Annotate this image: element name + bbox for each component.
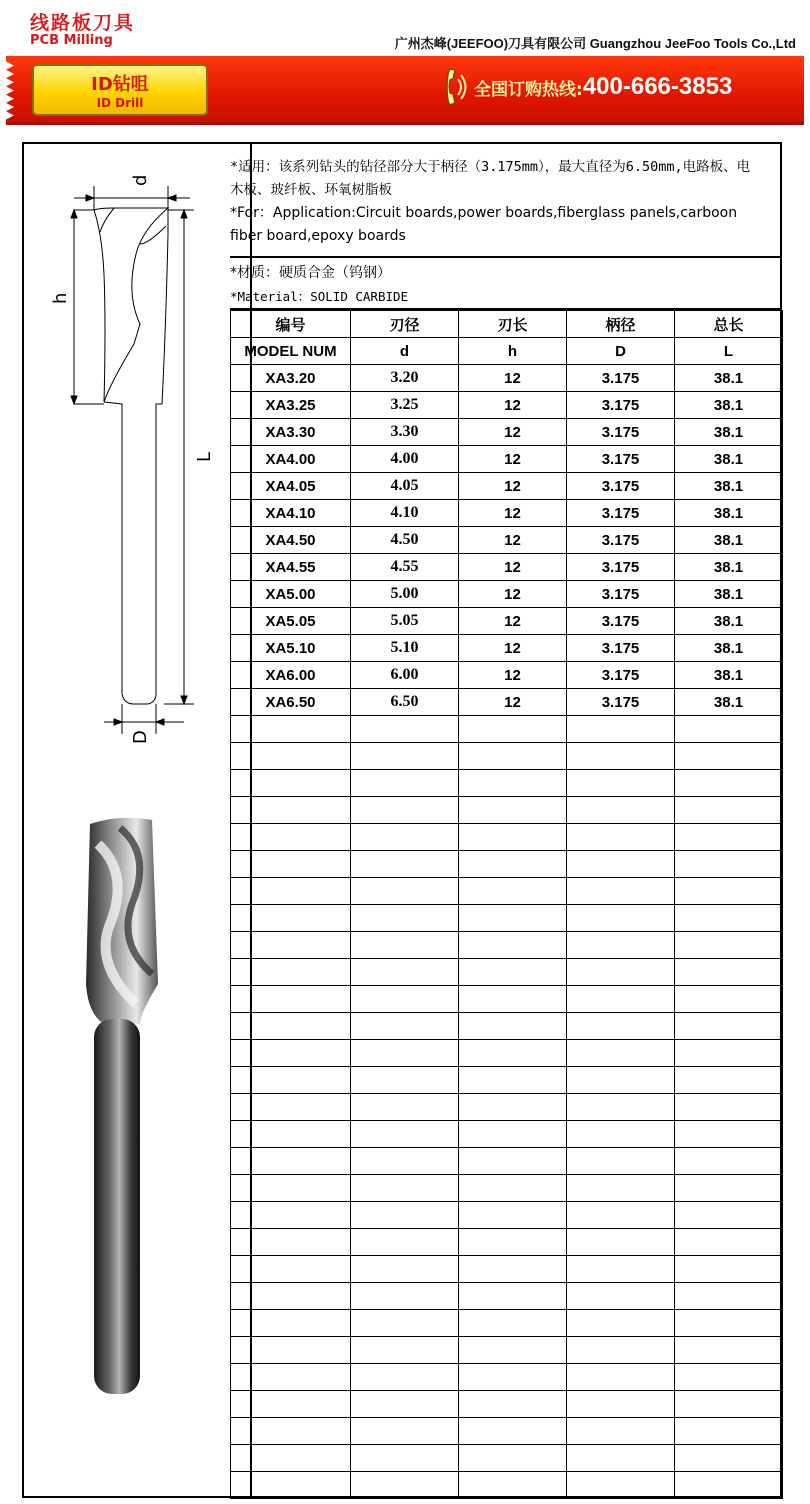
empty-cell (231, 1094, 351, 1121)
D-cell: 3.175 (567, 473, 675, 500)
table-row (231, 554, 783, 581)
empty-cell (567, 1040, 675, 1067)
empty-cell (567, 797, 675, 824)
empty-row (231, 932, 783, 959)
header-row-cn (231, 311, 783, 338)
empty-cell (675, 1175, 783, 1202)
empty-cell (675, 1256, 783, 1283)
material-cn: *材质：硬质合金（钨钢） (230, 265, 391, 281)
empty-cell (459, 1040, 567, 1067)
empty-cell (459, 797, 567, 824)
header-model-cn: 编号 (231, 311, 351, 338)
h-cell: 12 (459, 473, 567, 500)
empty-cell (675, 824, 783, 851)
empty-row (231, 905, 783, 932)
empty-row (231, 1202, 783, 1229)
empty-cell (675, 1391, 783, 1418)
D-cell: 3.175 (567, 608, 675, 635)
empty-cell (459, 1418, 567, 1445)
empty-cell (675, 743, 783, 770)
empty-cell (351, 1391, 459, 1418)
empty-cell (231, 1040, 351, 1067)
empty-cell (351, 1418, 459, 1445)
header-D-en: D (567, 338, 675, 365)
empty-cell (675, 1445, 783, 1472)
empty-cell (459, 1310, 567, 1337)
empty-cell (231, 932, 351, 959)
product-name-en: ID Drill (96, 96, 144, 110)
empty-cell (231, 959, 351, 986)
model-cell: XA5.00 (231, 581, 351, 608)
D-cell: 3.175 (567, 689, 675, 716)
empty-cell (675, 1229, 783, 1256)
brand-title-cn: 线路板刀具 (30, 12, 136, 34)
empty-cell (459, 1337, 567, 1364)
empty-cell (459, 905, 567, 932)
spec-frame (22, 142, 782, 1498)
empty-cell (351, 1472, 459, 1499)
model-cell: XA3.20 (231, 365, 351, 392)
empty-cell (567, 1337, 675, 1364)
D-cell: 3.175 (567, 662, 675, 689)
empty-cell (567, 905, 675, 932)
table-row (231, 365, 783, 392)
L-cell: 38.1 (675, 662, 783, 689)
empty-cell (675, 770, 783, 797)
spec-table (230, 310, 783, 1499)
d-cell: 3.30 (351, 419, 459, 446)
empty-cell (567, 770, 675, 797)
empty-cell (567, 1256, 675, 1283)
h-cell: 12 (459, 365, 567, 392)
empty-cell (675, 1364, 783, 1391)
empty-cell (459, 1229, 567, 1256)
empty-cell (231, 1283, 351, 1310)
hotline-label: 全国订购热线: (474, 79, 583, 100)
empty-row (231, 1175, 783, 1202)
drill-photo (80, 814, 200, 1414)
header-L-en: L (675, 338, 783, 365)
label-L: L (194, 451, 215, 462)
empty-cell (459, 824, 567, 851)
model-cell: XA6.00 (231, 662, 351, 689)
D-cell: 3.175 (567, 365, 675, 392)
empty-cell (675, 797, 783, 824)
model-cell: XA5.05 (231, 608, 351, 635)
label-h: h (50, 292, 71, 304)
empty-row (231, 986, 783, 1013)
empty-row (231, 797, 783, 824)
table-row (231, 689, 783, 716)
D-cell: 3.175 (567, 419, 675, 446)
table-row (231, 608, 783, 635)
table-row (231, 581, 783, 608)
h-cell: 12 (459, 689, 567, 716)
empty-row (231, 1283, 783, 1310)
d-cell: 3.25 (351, 392, 459, 419)
brand-title-en: PCB Milling (30, 33, 113, 48)
d-cell: 4.00 (351, 446, 459, 473)
h-cell: 12 (459, 635, 567, 662)
empty-cell (567, 1067, 675, 1094)
empty-cell (459, 1256, 567, 1283)
d-cell: 5.00 (351, 581, 459, 608)
table-row (231, 662, 783, 689)
empty-cell (675, 1040, 783, 1067)
table-row (231, 473, 783, 500)
d-cell: 4.10 (351, 500, 459, 527)
empty-cell (351, 878, 459, 905)
table-row (231, 392, 783, 419)
empty-row (231, 1148, 783, 1175)
empty-cell (567, 1364, 675, 1391)
empty-cell (459, 1364, 567, 1391)
d-cell: 6.50 (351, 689, 459, 716)
empty-cell (675, 986, 783, 1013)
empty-cell (351, 743, 459, 770)
D-cell: 3.175 (567, 500, 675, 527)
empty-cell (459, 743, 567, 770)
L-cell: 38.1 (675, 554, 783, 581)
empty-cell (231, 1364, 351, 1391)
h-cell: 12 (459, 554, 567, 581)
empty-cell (231, 1472, 351, 1499)
empty-cell (231, 1310, 351, 1337)
empty-row (231, 1472, 783, 1499)
empty-cell (567, 986, 675, 1013)
empty-cell (459, 1067, 567, 1094)
product-badge (32, 64, 208, 116)
table-row (231, 500, 783, 527)
empty-cell (675, 959, 783, 986)
empty-cell (567, 1283, 675, 1310)
empty-cell (231, 1067, 351, 1094)
application-description (230, 156, 760, 248)
empty-cell (231, 1445, 351, 1472)
empty-cell (351, 1175, 459, 1202)
header-D-cn: 柄径 (567, 311, 675, 338)
empty-row (231, 878, 783, 905)
model-cell: XA5.10 (231, 635, 351, 662)
empty-row (231, 1418, 783, 1445)
empty-row (231, 1229, 783, 1256)
empty-cell (351, 1148, 459, 1175)
h-cell: 12 (459, 527, 567, 554)
empty-cell (675, 1472, 783, 1499)
empty-cell (459, 1013, 567, 1040)
table-row (231, 527, 783, 554)
empty-cell (567, 1418, 675, 1445)
empty-cell (351, 851, 459, 878)
empty-cell (351, 824, 459, 851)
hotline (444, 64, 732, 110)
empty-cell (231, 1175, 351, 1202)
drill-dimension-diagram (44, 174, 224, 794)
empty-cell (567, 1094, 675, 1121)
empty-cell (675, 1067, 783, 1094)
empty-cell (675, 851, 783, 878)
d-cell: 4.50 (351, 527, 459, 554)
empty-cell (675, 1310, 783, 1337)
empty-row (231, 1337, 783, 1364)
empty-cell (675, 1094, 783, 1121)
empty-cell (567, 1121, 675, 1148)
empty-cell (459, 932, 567, 959)
d-cell: 5.05 (351, 608, 459, 635)
empty-cell (351, 1229, 459, 1256)
empty-cell (567, 878, 675, 905)
model-cell: XA6.50 (231, 689, 351, 716)
empty-row (231, 1364, 783, 1391)
empty-cell (351, 1121, 459, 1148)
header-d-en: d (351, 338, 459, 365)
D-cell: 3.175 (567, 392, 675, 419)
empty-cell (231, 1256, 351, 1283)
empty-cell (231, 1337, 351, 1364)
empty-cell (459, 878, 567, 905)
empty-cell (231, 797, 351, 824)
empty-row (231, 716, 783, 743)
material-description (230, 262, 760, 308)
empty-cell (231, 986, 351, 1013)
empty-cell (567, 1202, 675, 1229)
empty-cell (459, 959, 567, 986)
empty-cell (459, 1472, 567, 1499)
empty-row (231, 1067, 783, 1094)
empty-cell (675, 1337, 783, 1364)
L-cell: 38.1 (675, 527, 783, 554)
empty-row (231, 743, 783, 770)
L-cell: 38.1 (675, 392, 783, 419)
empty-cell (231, 851, 351, 878)
empty-cell (459, 851, 567, 878)
D-cell: 3.175 (567, 581, 675, 608)
empty-cell (567, 851, 675, 878)
empty-cell (459, 1094, 567, 1121)
model-cell: XA3.30 (231, 419, 351, 446)
empty-cell (351, 1364, 459, 1391)
empty-cell (675, 1121, 783, 1148)
model-cell: XA4.00 (231, 446, 351, 473)
L-cell: 38.1 (675, 500, 783, 527)
empty-cell (459, 1202, 567, 1229)
L-cell: 38.1 (675, 581, 783, 608)
header-row-en (231, 338, 783, 365)
table-row (231, 635, 783, 662)
D-cell: 3.175 (567, 635, 675, 662)
L-cell: 38.1 (675, 635, 783, 662)
empty-cell (231, 878, 351, 905)
empty-cell (351, 716, 459, 743)
empty-cell (351, 1094, 459, 1121)
empty-cell (351, 1445, 459, 1472)
empty-cell (351, 1283, 459, 1310)
empty-cell (231, 743, 351, 770)
empty-cell (231, 1121, 351, 1148)
empty-cell (567, 716, 675, 743)
empty-cell (231, 1418, 351, 1445)
header-h-en: h (459, 338, 567, 365)
empty-cell (567, 1175, 675, 1202)
empty-cell (459, 1121, 567, 1148)
empty-cell (231, 1202, 351, 1229)
empty-cell (567, 743, 675, 770)
table-row (231, 446, 783, 473)
L-cell: 38.1 (675, 689, 783, 716)
d-cell: 4.55 (351, 554, 459, 581)
empty-cell (351, 1202, 459, 1229)
d-cell: 3.20 (351, 365, 459, 392)
product-name-cn: ID钻咀 (91, 74, 149, 95)
L-cell: 38.1 (675, 446, 783, 473)
h-cell: 12 (459, 419, 567, 446)
empty-cell (351, 959, 459, 986)
empty-cell (675, 1202, 783, 1229)
empty-cell (231, 1229, 351, 1256)
empty-cell (567, 1445, 675, 1472)
d-cell: 6.00 (351, 662, 459, 689)
L-cell: 38.1 (675, 473, 783, 500)
L-cell: 38.1 (675, 419, 783, 446)
empty-cell (231, 1391, 351, 1418)
empty-cell (567, 1148, 675, 1175)
empty-cell (675, 716, 783, 743)
empty-row (231, 1445, 783, 1472)
d-cell: 4.05 (351, 473, 459, 500)
empty-cell (351, 932, 459, 959)
header-L-cn: 总长 (675, 311, 783, 338)
empty-cell (351, 905, 459, 932)
empty-row (231, 1391, 783, 1418)
empty-cell (351, 1067, 459, 1094)
empty-cell (351, 1337, 459, 1364)
label-D: D (130, 730, 151, 744)
h-cell: 12 (459, 392, 567, 419)
empty-cell (231, 716, 351, 743)
empty-row (231, 1013, 783, 1040)
empty-cell (231, 824, 351, 851)
h-cell: 12 (459, 608, 567, 635)
empty-cell (231, 1148, 351, 1175)
empty-cell (567, 824, 675, 851)
empty-cell (675, 905, 783, 932)
header-model-en: MODEL NUM (231, 338, 351, 365)
h-cell: 12 (459, 581, 567, 608)
table-row (231, 419, 783, 446)
empty-cell (675, 878, 783, 905)
empty-cell (675, 1013, 783, 1040)
empty-cell (231, 770, 351, 797)
hotline-number: 400-666-3853 (582, 73, 733, 100)
model-cell: XA4.55 (231, 554, 351, 581)
empty-cell (675, 1148, 783, 1175)
empty-cell (351, 1256, 459, 1283)
material-en: *Material：SOLID CARBIDE (230, 289, 409, 304)
empty-cell (567, 1472, 675, 1499)
empty-row (231, 1310, 783, 1337)
model-cell: XA3.25 (231, 392, 351, 419)
empty-cell (567, 959, 675, 986)
h-cell: 12 (459, 500, 567, 527)
L-cell: 38.1 (675, 365, 783, 392)
empty-row (231, 1094, 783, 1121)
d-cell: 5.10 (351, 635, 459, 662)
empty-cell (459, 1175, 567, 1202)
h-cell: 12 (459, 446, 567, 473)
empty-cell (459, 1148, 567, 1175)
empty-cell (675, 1418, 783, 1445)
spec-table-body (231, 365, 783, 1499)
model-cell: XA4.50 (231, 527, 351, 554)
empty-cell (459, 716, 567, 743)
empty-cell (567, 1229, 675, 1256)
model-cell: XA4.10 (231, 500, 351, 527)
company-name: 广州杰峰(JEEFOO)刀具有限公司 Guangzhou JeeFoo Tools Co.,Ltd (394, 36, 796, 51)
model-cell: XA4.05 (231, 473, 351, 500)
L-cell: 38.1 (675, 608, 783, 635)
empty-cell (231, 1013, 351, 1040)
empty-row (231, 1121, 783, 1148)
application-en: *For：Application:Circuit boards,power boards,fiberglass panels,carboon fiber board,epoxy boards (230, 205, 738, 244)
empty-cell (351, 797, 459, 824)
empty-cell (351, 1040, 459, 1067)
D-cell: 3.175 (567, 446, 675, 473)
empty-cell (459, 1391, 567, 1418)
empty-cell (351, 1013, 459, 1040)
empty-row (231, 770, 783, 797)
label-d: d (130, 174, 151, 186)
empty-cell (567, 1013, 675, 1040)
D-cell: 3.175 (567, 554, 675, 581)
separator-1 (230, 256, 782, 258)
empty-cell (567, 932, 675, 959)
empty-cell (459, 770, 567, 797)
empty-cell (567, 1310, 675, 1337)
D-cell: 3.175 (567, 527, 675, 554)
empty-row (231, 824, 783, 851)
empty-row (231, 959, 783, 986)
empty-cell (459, 986, 567, 1013)
empty-cell (675, 1283, 783, 1310)
empty-row (231, 851, 783, 878)
phone-icon (444, 67, 470, 107)
empty-cell (675, 932, 783, 959)
empty-row (231, 1040, 783, 1067)
empty-cell (351, 1310, 459, 1337)
empty-cell (351, 770, 459, 797)
empty-row (231, 1256, 783, 1283)
header-h-cn: 刃长 (459, 311, 567, 338)
empty-cell (459, 1445, 567, 1472)
h-cell: 12 (459, 662, 567, 689)
header-d-cn: 刃径 (351, 311, 459, 338)
empty-cell (231, 905, 351, 932)
application-cn: *适用：该系列钻头的钻径部分大于柄径（3.175mm），最大直径为6.50mm,电路板、电木板、玻纤板、环氧树脂板 (230, 159, 751, 198)
empty-cell (459, 1283, 567, 1310)
empty-cell (567, 1391, 675, 1418)
empty-cell (351, 986, 459, 1013)
